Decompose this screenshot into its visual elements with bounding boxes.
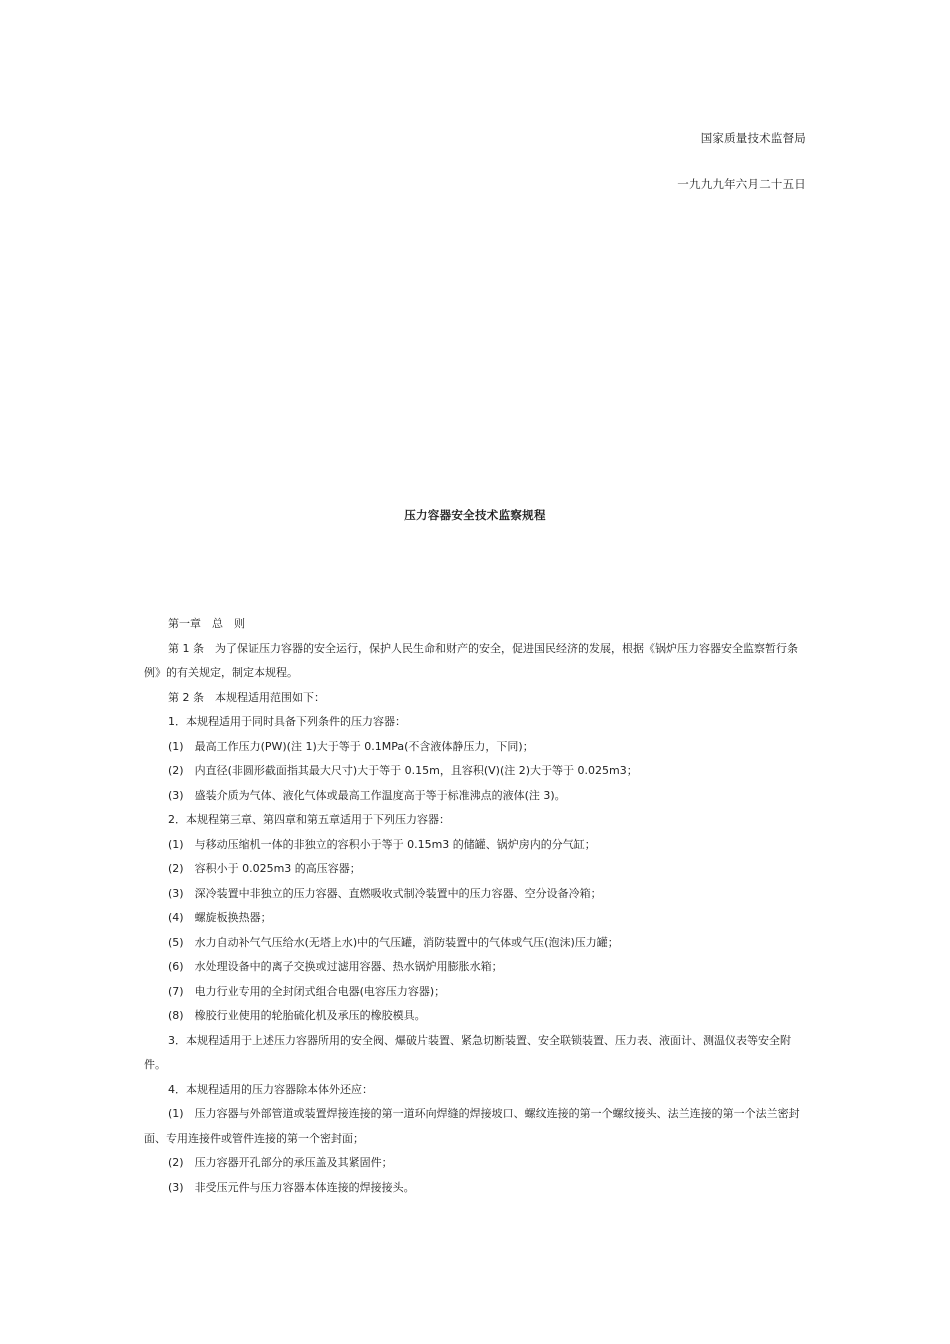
clause-1-item-1: (1) 最高工作压力(PW)(注 1)大于等于 0.1MPa(不含液体静压力，下同)； <box>168 739 534 753</box>
issuer-line: 国家质量技术监督局 <box>700 131 806 145</box>
clause-1: 1．本规程适用于同时具备下列条件的压力容器： <box>168 715 406 728</box>
clause-2-item-7: (7) 电力行业专用的全封闭式组合电器(电容压力容器)； <box>168 984 446 998</box>
clause-2-item-5: (5) 水力自动补气气压给水(无塔上水)中的气压罐，消防装置中的气体或气压(泡沫)压力罐； <box>168 935 619 949</box>
chapter-heading: 第一章 总 则 <box>168 617 245 630</box>
clause-2: 2．本规程第三章、第四章和第五章适用于下列压力容器： <box>168 813 450 826</box>
article-2: 第 2 条 本规程适用范围如下： <box>168 690 325 704</box>
clause-4-item-3: (3) 非受压元件与压力容器本体连接的焊接接头。 <box>168 1180 415 1194</box>
clause-2-item-6: (6) 水处理设备中的离子交换或过滤用容器、热水锅炉用膨胀水箱； <box>168 960 503 973</box>
clause-1-item-2: (2) 内直径(非圆形截面指其最大尺寸)大于等于 0.15m，且容积(V)(注 2)大于等于 0.025m3； <box>168 764 638 777</box>
clause-4-item-1: (1) 压力容器与外部管道或装置焊接连接的第一道环向焊缝的焊接坡口、螺纹连接的第一个螺纹接头、法兰连接的第一个法兰密封面、专用连接件或管件连接的第一个密封面； <box>144 1107 800 1145</box>
article-1: 第 1 条 为了保证压力容器的安全运行，保护人民生命和财产的安全，促进国民经济的发展，根据《锅炉压力容器安全监察暂行条例》的有关规定，制定本规程。 <box>144 641 798 679</box>
date-line: 一九九九年六月二十五日 <box>677 177 806 191</box>
clause-4-item-2: (2) 压力容器开孔部分的承压盖及其紧固件； <box>168 1156 393 1169</box>
document-body <box>144 612 810 1200</box>
clause-3: 3．本规程适用于上述压力容器所用的安全阀、爆破片装置、紧急切断装置、安全联锁装置、压力表、液面计、测温仪表等安全附件。 <box>144 1033 791 1071</box>
clause-1-item-3: (3) 盛装介质为气体、液化气体或最高工作温度高于等于标准沸点的液体(注 3)。 <box>168 788 566 802</box>
clause-2-item-2: (2) 容积小于 0.025m3 的高压容器； <box>168 862 361 875</box>
clause-4: 4．本规程适用的压力容器除本体外还应： <box>168 1082 373 1096</box>
clause-2-item-3: (3) 深冷装置中非独立的压力容器、直燃吸收式制冷装置中的压力容器、空分设备冷箱； <box>168 886 602 900</box>
document-title: 压力容器安全技术监察规程 <box>404 508 546 522</box>
clause-2-item-8: (8) 橡胶行业使用的轮胎硫化机及承压的橡胶模具。 <box>168 1009 426 1022</box>
clause-2-item-4: (4) 螺旋板换热器； <box>168 911 272 924</box>
clause-2-item-1: (1) 与移动压缩机一体的非独立的容积小于等于 0.15m3 的储罐、锅炉房内的分气缸； <box>168 837 596 851</box>
